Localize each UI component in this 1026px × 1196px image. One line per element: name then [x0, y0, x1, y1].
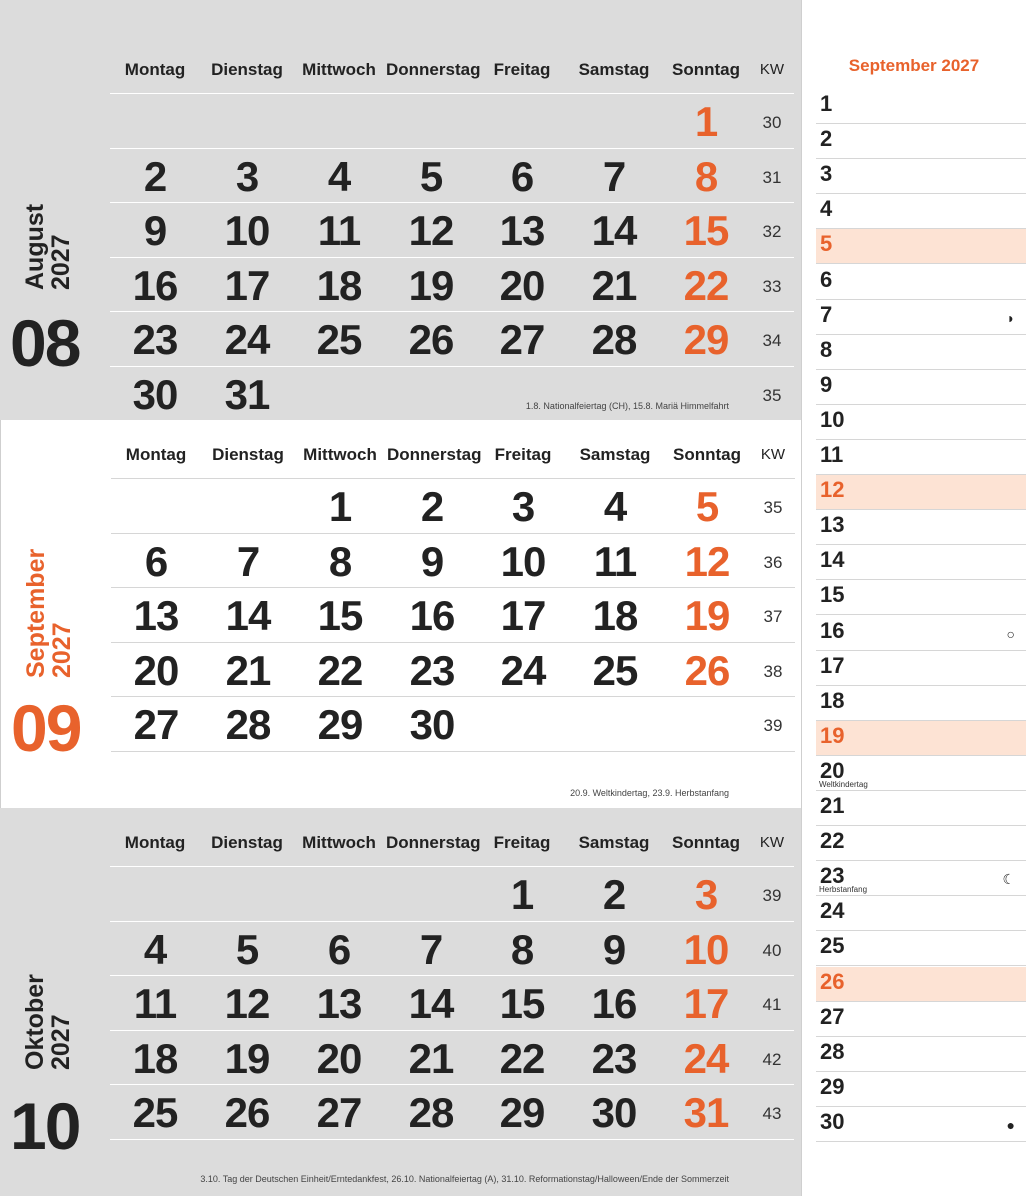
planner-day-row [816, 826, 1026, 861]
calendar-date: 15 [317, 592, 363, 639]
row-divider [110, 1084, 794, 1085]
planner-day-number: 9 [820, 371, 833, 397]
weekday-header: Mittwoch [303, 445, 377, 464]
calendar-date: 22 [317, 646, 363, 694]
planner-day-row [816, 721, 1026, 756]
calendar-date: 21 [408, 1034, 454, 1082]
planner-day-number: 18 [820, 687, 845, 713]
calendar-date: 7 [236, 537, 260, 585]
month-year: 2027 [47, 234, 75, 290]
week-number: 35 [762, 385, 782, 405]
row-divider [110, 866, 794, 867]
weekday-header: Samstag [579, 445, 651, 464]
planner-day-row [816, 1072, 1026, 1107]
row-divider [111, 533, 795, 534]
calendar-date: 28 [591, 316, 637, 363]
planner-title: September 2027 [848, 56, 980, 75]
calendar-date: 20 [499, 261, 545, 309]
calendar-date: 30 [591, 1089, 637, 1136]
planner-day-row [816, 967, 1026, 1002]
calendar-date: 9 [420, 537, 444, 585]
sunday-date: 15 [683, 207, 729, 254]
calendar-date: 26 [224, 1089, 270, 1136]
planner-day-number: 13 [820, 512, 845, 538]
sunday-date: 31 [683, 1089, 729, 1136]
row-divider [110, 202, 794, 203]
calendar-date: 17 [500, 592, 546, 639]
weekday-header: Montag [125, 445, 187, 464]
week-number: 30 [762, 113, 782, 132]
planner-day-row [816, 300, 1026, 335]
planner-day-number: 11 [820, 442, 844, 467]
calendar-date: 3 [511, 483, 535, 530]
calendar-date: 27 [133, 701, 179, 748]
month-planner [801, 0, 1026, 1196]
calendar-date: 12 [224, 980, 270, 1027]
calendar-date: 6 [144, 537, 168, 585]
planner-day-number: 1 [820, 91, 833, 116]
planner-day-number: 4 [820, 196, 833, 222]
month-number: 08 [10, 306, 80, 380]
calendar-date: 21 [225, 646, 271, 694]
calendar-date: 8 [328, 537, 352, 585]
calendar-date: 6 [327, 925, 351, 973]
planner-day-row [816, 370, 1026, 405]
holiday-note: 3.10. Tag der Deutschen Einheit/Erntedankfest, 26.10. Nationalfeiertag (A), 31.10. Reformationstag/Halloween/Ende der Sommerzeit [200, 1174, 729, 1184]
planner-day-row [816, 229, 1026, 264]
month-block-august [0, 0, 801, 420]
sunday-date: 10 [683, 925, 729, 973]
planner-day-number: 6 [820, 266, 833, 292]
planner-day-number: 2 [820, 126, 833, 152]
weekday-header: Donnerstag [387, 445, 482, 464]
full-moon-icon: ○ [1006, 625, 1015, 642]
calendar-date: 18 [592, 592, 638, 639]
calendar-date: 11 [317, 207, 361, 254]
planner-day-number: 30 [820, 1108, 845, 1134]
calendar-date: 11 [133, 980, 177, 1027]
calendar-date: 17 [224, 261, 270, 309]
planner-day-row [816, 124, 1026, 159]
sunday-date: 24 [683, 1034, 729, 1082]
sunday-date: 19 [684, 592, 730, 639]
calendar-date: 4 [143, 925, 167, 973]
row-divider [111, 642, 795, 643]
weekday-header: Freitag [493, 60, 551, 79]
month-block-september [0, 420, 801, 808]
calendar-date: 30 [132, 370, 178, 418]
last-quarter-icon: ◗ [1006, 309, 1015, 326]
planner-day-row [816, 1037, 1026, 1072]
planner-day-row [816, 1107, 1026, 1142]
planner-day-row [816, 616, 1026, 651]
week-number-header: KW [759, 834, 785, 851]
sunday-date: 12 [684, 537, 730, 585]
calendar-date: 28 [225, 701, 271, 748]
week-number: 37 [763, 607, 783, 626]
calendar-date: 10 [500, 537, 546, 585]
planner-day-number: 12 [820, 477, 845, 503]
calendar-date: 5 [419, 152, 443, 200]
month-name: August [21, 203, 49, 290]
calendar-date: 13 [316, 980, 362, 1027]
weekday-header: Sonntag [673, 445, 741, 464]
weekday-header: Mittwoch [302, 60, 376, 79]
planner-day-row [816, 686, 1026, 721]
week-number: 32 [762, 222, 782, 241]
calendar-date: 12 [408, 207, 454, 254]
week-number: 41 [762, 995, 782, 1014]
planner-day-row [816, 896, 1026, 931]
planner-day-number: 23 [820, 863, 845, 889]
calendar-date: 10 [224, 207, 270, 254]
planner-day-number: 16 [820, 617, 845, 643]
calendar-date: 16 [591, 980, 637, 1027]
month-side-label [0, 0, 110, 420]
month-side-label [1, 420, 111, 808]
calendar-date: 7 [419, 925, 443, 973]
sunday-date: 8 [694, 152, 718, 200]
planner-day-number: 8 [820, 336, 833, 362]
planner-day-row [816, 405, 1026, 440]
week-number-header: KW [760, 446, 786, 463]
calendar-date: 25 [592, 646, 638, 694]
row-divider [110, 93, 794, 94]
weekday-header: Mittwoch [302, 833, 376, 852]
planner-day-number: 3 [820, 161, 833, 187]
row-divider [110, 921, 794, 922]
planner-day-row [816, 89, 1026, 124]
planner-day-number: 19 [820, 722, 845, 748]
calendar-date: 4 [603, 483, 627, 530]
row-divider [111, 478, 795, 479]
sunday-date: 22 [683, 261, 729, 309]
planner-day-row [816, 194, 1026, 229]
calendar-date: 4 [327, 152, 351, 200]
new-moon-icon: ● [1006, 1116, 1015, 1133]
week-number: 31 [762, 167, 782, 187]
calendar-date: 30 [409, 701, 455, 748]
planner-day-number: 29 [820, 1073, 845, 1099]
calendar-date: 25 [316, 316, 362, 363]
weekday-header: Montag [124, 60, 186, 79]
week-number: 39 [762, 886, 782, 905]
weekday-header: Sonntag [672, 833, 740, 852]
row-divider [111, 696, 795, 697]
calendar-date: 9 [143, 207, 167, 254]
planner-day-note: Weltkindertag [819, 779, 868, 789]
sunday-date: 17 [683, 980, 729, 1027]
weekday-header: Sonntag [672, 60, 740, 79]
calendar-date: 16 [132, 261, 178, 309]
weekday-header: Donnerstag [386, 833, 481, 852]
calendar-date: 31 [224, 370, 270, 418]
planner-day-number: 28 [820, 1038, 845, 1064]
holiday-note: 1.8. Nationalfeiertag (CH), 15.8. Mariä Himmelfahrt [525, 401, 729, 411]
weekday-header: Dienstag [212, 445, 284, 464]
planner-day-row [816, 545, 1026, 580]
month-name: Oktober [21, 974, 49, 1070]
week-number: 40 [762, 940, 782, 960]
weekday-header: Samstag [578, 833, 650, 852]
planner-day-row [816, 510, 1026, 545]
planner-day-row [816, 335, 1026, 370]
week-number: 39 [763, 716, 783, 735]
planner-day-number: 25 [820, 933, 845, 959]
planner-day-number: 17 [820, 652, 845, 678]
weekday-header: Freitag [493, 833, 551, 852]
planner-day-row [816, 475, 1026, 510]
calendar-date: 11 [593, 537, 637, 585]
row-divider [111, 751, 795, 752]
month-year: 2027 [48, 622, 76, 678]
calendar-date: 25 [132, 1089, 178, 1136]
month-year: 2027 [47, 1014, 75, 1070]
month-name: September [22, 548, 50, 678]
planner-day-row [816, 791, 1026, 826]
planner-day-note: Herbstanfang [819, 885, 868, 895]
row-divider [111, 587, 795, 588]
week-number: 34 [762, 331, 782, 350]
calendar-date: 23 [132, 316, 178, 363]
weekday-header: Montag [124, 833, 186, 852]
calendar-date: 24 [224, 316, 270, 363]
month-block-oktober [0, 808, 801, 1196]
calendar-date: 23 [409, 646, 455, 694]
calendar-date: 29 [499, 1089, 545, 1136]
week-number: 33 [762, 276, 782, 296]
calendar-date: 14 [225, 592, 271, 639]
calendar-date: 20 [133, 646, 179, 694]
planner-day-row [816, 159, 1026, 194]
calendar-date: 6 [510, 152, 534, 200]
planner-day-row [816, 861, 1026, 896]
row-divider [110, 148, 794, 149]
calendar-date: 15 [499, 980, 545, 1027]
week-number: 42 [762, 1049, 782, 1069]
row-divider [110, 1030, 794, 1031]
calendar-date: 21 [591, 261, 637, 309]
calendar-date: 9 [602, 925, 626, 973]
calendar-date: 3 [235, 152, 259, 200]
calendar-date: 14 [408, 980, 454, 1027]
week-number: 35 [763, 498, 783, 517]
calendar-date: 14 [591, 207, 637, 254]
calendar-date: 2 [602, 871, 626, 918]
calendar-date: 8 [510, 925, 534, 973]
calendar-date: 19 [224, 1034, 270, 1082]
sunday-date: 29 [683, 316, 729, 363]
first-quarter-icon: ☾ [1002, 871, 1015, 888]
sunday-date: 3 [694, 871, 718, 918]
planner-day-number: 14 [820, 547, 845, 573]
calendar-date: 18 [132, 1034, 178, 1082]
weekday-header: Dienstag [211, 833, 283, 852]
month-number: 10 [10, 1089, 80, 1163]
calendar-date: 24 [500, 646, 546, 694]
calendar-date: 13 [499, 207, 545, 254]
calendar-date: 23 [591, 1034, 637, 1082]
planner-day-number: 10 [820, 406, 845, 432]
planner-day-number: 24 [820, 898, 845, 924]
row-divider [110, 1139, 794, 1140]
planner-day-number: 7 [820, 301, 833, 327]
calendar-date: 1 [328, 483, 352, 530]
planner-day-row [816, 651, 1026, 686]
calendar-date: 1 [510, 871, 534, 918]
calendar-date: 27 [499, 316, 545, 363]
week-number: 36 [763, 552, 783, 572]
planner-day-row [816, 580, 1026, 615]
calendar-date: 26 [408, 316, 454, 363]
calendar-date: 19 [408, 261, 454, 309]
planner-day-row [816, 931, 1026, 966]
planner-day-number: 5 [820, 231, 833, 257]
calendar-date: 16 [409, 592, 455, 639]
sunday-date: 26 [684, 646, 730, 694]
row-divider [110, 366, 794, 367]
row-divider [110, 975, 794, 976]
weekday-header: Samstag [578, 60, 650, 79]
calendar-date: 7 [602, 152, 626, 200]
week-number-header: KW [759, 61, 785, 78]
calendar-date: 2 [143, 152, 167, 200]
weekday-header: Dienstag [211, 60, 283, 79]
planner-day-row [816, 265, 1026, 300]
planner-day-row [816, 440, 1026, 475]
week-number: 38 [763, 661, 783, 681]
calendar-date: 22 [499, 1034, 545, 1082]
month-side-label [0, 808, 110, 1196]
calendar-date: 28 [408, 1089, 454, 1136]
calendar-date: 13 [133, 592, 179, 639]
calendar-date: 2 [420, 483, 444, 530]
calendar-date: 18 [316, 261, 362, 309]
planner-day-number: 27 [820, 1003, 845, 1029]
planner-day-number: 26 [820, 968, 845, 994]
month-number: 09 [11, 691, 81, 765]
sunday-date: 1 [694, 98, 718, 145]
planner-day-number: 22 [820, 828, 845, 854]
calendar-date: 20 [316, 1034, 362, 1082]
weekday-header: Freitag [494, 445, 552, 464]
row-divider [110, 311, 794, 312]
planner-day-number: 20 [820, 757, 845, 783]
weekday-header: Donnerstag [386, 60, 481, 79]
row-divider [110, 257, 794, 258]
planner-day-number: 21 [820, 793, 845, 818]
holiday-note: 20.9. Weltkindertag, 23.9. Herbstanfang [570, 788, 729, 798]
planner-day-number: 15 [820, 582, 845, 608]
planner-day-row [816, 756, 1026, 791]
calendar-date: 5 [235, 925, 259, 973]
planner-day-row [816, 1002, 1026, 1037]
calendar-date: 29 [317, 701, 363, 748]
sunday-date: 5 [695, 483, 719, 530]
week-number: 43 [762, 1104, 782, 1123]
calendar-date: 27 [316, 1089, 362, 1136]
